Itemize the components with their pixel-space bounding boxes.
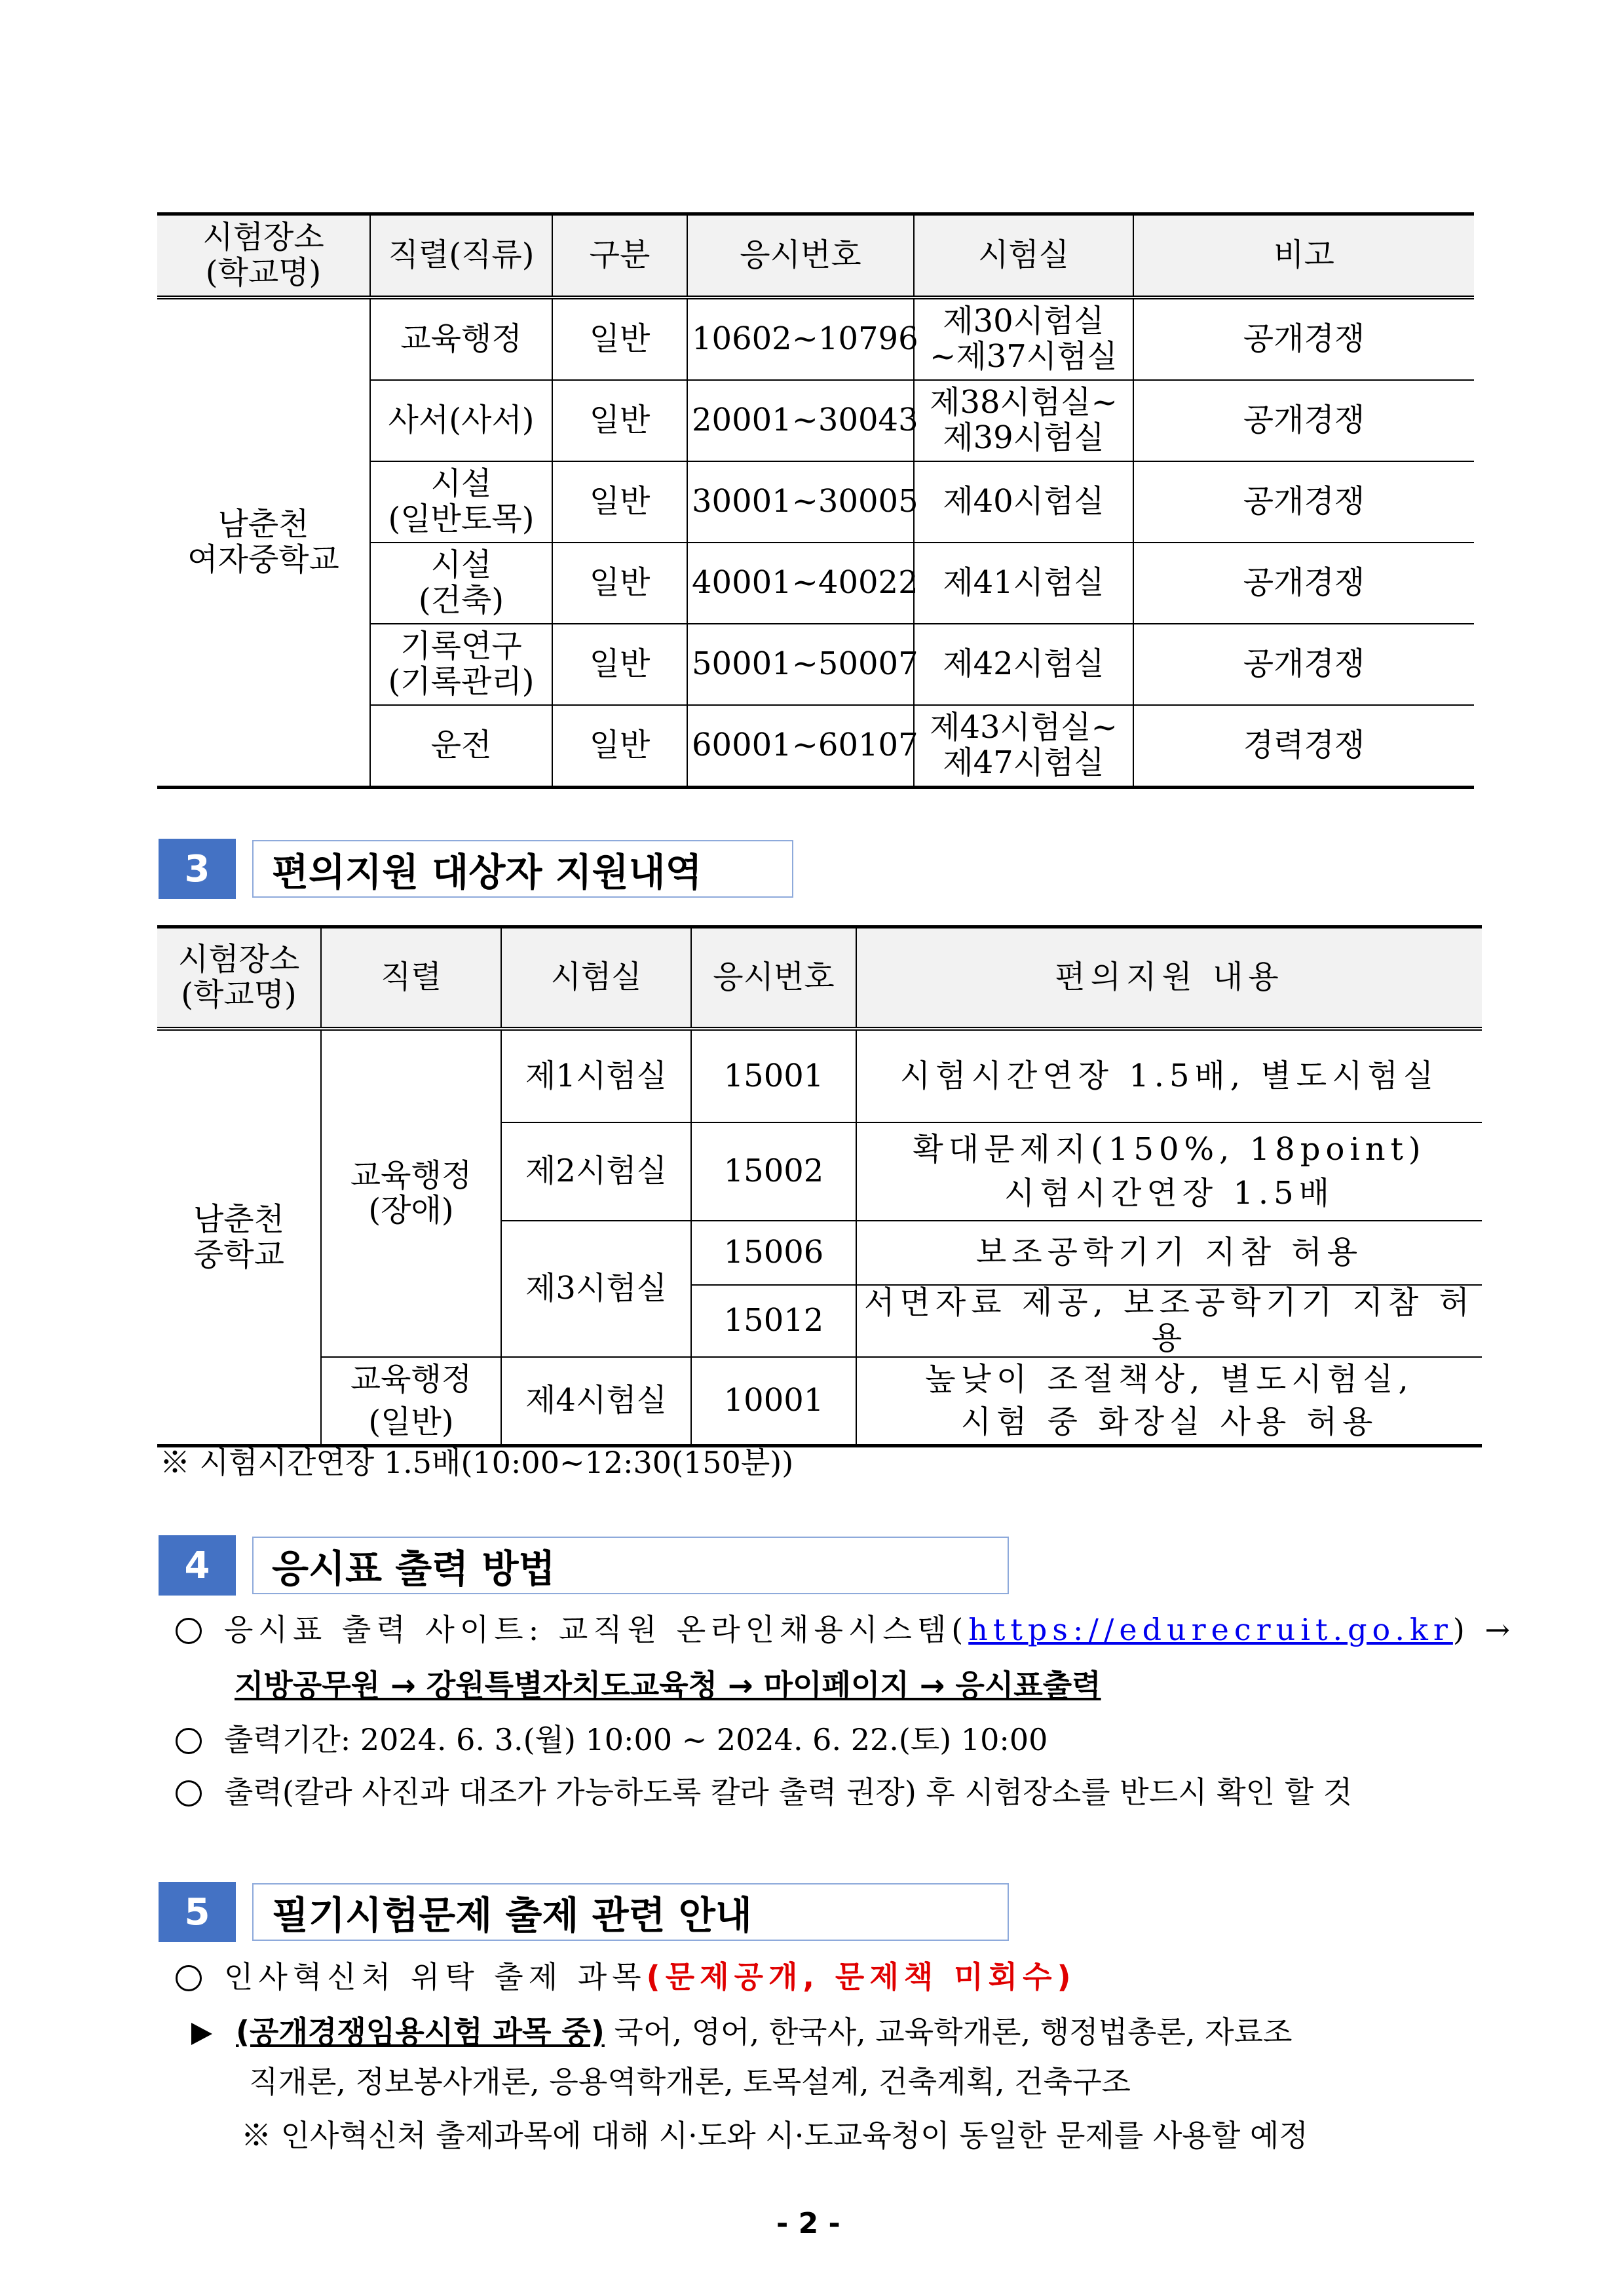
print-notice: 출력(칼라 사진과 대조가 가능하도록 칼라 출력 권장) 후 시험장소를 반드시 확인 할 것	[224, 1774, 1353, 1810]
section-3-number: 3	[159, 839, 236, 899]
subject-line	[176, 1959, 1076, 1995]
print-period-line	[176, 1722, 1048, 1758]
print-site-prefix: 응시표 출력 사이트: 교직원 온라인채용시스템(	[224, 1612, 969, 1647]
table-header-row	[157, 214, 1474, 298]
header-job: 직렬	[321, 927, 501, 1029]
support-cell: 확대문제지(150%, 18point) 시험시간연장 1.5배	[856, 1122, 1482, 1221]
number-cell: 30001~30005	[687, 461, 914, 543]
print-site-suffix: ) →	[1452, 1612, 1516, 1647]
circle-bullet-icon	[176, 1780, 202, 1807]
header-support: 편의지원 내용	[856, 927, 1482, 1029]
page-number: - 2 -	[776, 2207, 840, 2240]
room-cell: 제43시험실~ 제47시험실	[914, 705, 1133, 788]
header-room: 시험실	[501, 927, 691, 1029]
type-cell: 일반	[552, 624, 687, 705]
exam-location-table	[157, 212, 1474, 789]
room-cell: 제2시험실	[501, 1122, 691, 1221]
section-5-title: 필기시험문제 출제 관련 안내	[252, 1883, 1009, 1941]
header-number: 응시번호	[691, 927, 856, 1029]
room-cell: 제41시험실	[914, 543, 1133, 624]
number-cell: 15001	[691, 1029, 856, 1122]
room-cell: 제38시험실~ 제39시험실	[914, 380, 1133, 461]
room-cell: 제1시험실	[501, 1029, 691, 1122]
header-note: 비고	[1133, 214, 1474, 298]
job-cell: 교육행정 (장애)	[321, 1029, 501, 1357]
number-cell: 60001~60107	[687, 705, 914, 788]
number-cell: 15006	[691, 1221, 856, 1285]
support-cell: 높낮이 조절책상, 별도시험실, 시험 중 화장실 사용 허용	[856, 1357, 1482, 1446]
section-4-title: 응시표 출력 방법	[252, 1537, 1009, 1594]
room-cell: 제30시험실 ~제37시험실	[914, 297, 1133, 380]
subject-red-note: (문제공개, 문제책 미회수)	[646, 1959, 1076, 1995]
subject-list-bold: (공개경쟁임용시험 과목 중)	[236, 2014, 605, 2050]
support-cell: 시험시간연장 1.5배, 별도시험실	[856, 1029, 1482, 1122]
section-5-number: 5	[159, 1882, 236, 1942]
job-cell: 운전	[370, 705, 552, 788]
support-cell: 보조공학기기 지참 허용	[856, 1221, 1482, 1285]
header-job: 직렬(직류)	[370, 214, 552, 298]
job-cell: 교육행정 (일반)	[321, 1357, 501, 1446]
section-4-number: 4	[159, 1535, 236, 1596]
job-cell: 사서(사서)	[370, 380, 552, 461]
subject-list-rest: 국어, 영어, 한국사, 교육학개론, 행정법총론, 자료조	[604, 2014, 1293, 2050]
room-cell: 제3시험실	[501, 1221, 691, 1357]
note-cell: 경력경쟁	[1133, 705, 1474, 788]
job-cell: 시설 (건축)	[370, 543, 552, 624]
note-cell: 공개경쟁	[1133, 380, 1474, 461]
print-site-line	[176, 1612, 1515, 1648]
number-cell: 15002	[691, 1122, 856, 1221]
type-cell: 일반	[552, 461, 687, 543]
subject-note: ※ 인사혁신처 출제과목에 대해 시·도와 시·도교육청이 동일한 문제를 사용할 예정	[241, 2118, 1308, 2153]
header-location: 시험장소 (학교명)	[157, 214, 370, 298]
table-footnote: ※ 시험시간연장 1.5배(10:00~12:30(150분))	[160, 1445, 794, 1480]
table-row	[157, 297, 1474, 380]
location-cell: 남춘천 여자중학교	[157, 297, 370, 788]
print-notice-line	[176, 1774, 1352, 1810]
number-cell: 10602~10796	[687, 297, 914, 380]
print-period: 출력기간: 2024. 6. 3.(월) 10:00 ~ 2024. 6. 22.(토) 10:00	[224, 1722, 1048, 1757]
circle-bullet-icon	[176, 1728, 202, 1754]
triangle-bullet-icon	[191, 2023, 212, 2045]
section-3-title: 편의지원 대상자 지원내역	[252, 840, 793, 898]
support-table	[157, 925, 1482, 1447]
number-cell: 40001~40022	[687, 543, 914, 624]
number-cell: 50001~50007	[687, 624, 914, 705]
type-cell: 일반	[552, 543, 687, 624]
number-cell: 15012	[691, 1285, 856, 1357]
type-cell: 일반	[552, 705, 687, 788]
header-type: 구분	[552, 214, 687, 298]
note-cell: 공개경쟁	[1133, 624, 1474, 705]
header-location: 시험장소 (학교명)	[157, 927, 321, 1029]
circle-bullet-icon	[176, 1618, 202, 1644]
table-row	[157, 1029, 1482, 1122]
subject-list-line	[191, 2014, 1292, 2050]
support-cell: 서면자료 제공, 보조공학기기 지참 허용	[856, 1285, 1482, 1357]
room-cell: 제40시험실	[914, 461, 1133, 543]
job-cell: 시설 (일반토목)	[370, 461, 552, 543]
type-cell: 일반	[552, 297, 687, 380]
number-cell: 10001	[691, 1357, 856, 1446]
subject-list-cont: 직개론, 정보봉사개론, 응용역학개론, 토목설계, 건축계획, 건축구조	[249, 2064, 1131, 2099]
note-cell: 공개경쟁	[1133, 543, 1474, 624]
note-cell: 공개경쟁	[1133, 297, 1474, 380]
job-cell: 교육행정	[370, 297, 552, 380]
room-cell: 제42시험실	[914, 624, 1133, 705]
note-cell: 공개경쟁	[1133, 461, 1474, 543]
header-number: 응시번호	[687, 214, 914, 298]
header-room: 시험실	[914, 214, 1133, 298]
type-cell: 일반	[552, 380, 687, 461]
circle-bullet-icon	[176, 1965, 202, 1991]
edurecruit-link[interactable]: https://edurecruit.go.kr	[968, 1612, 1453, 1647]
table-header-row	[157, 927, 1482, 1029]
print-path: 지방공무원 → 강원특별자치도교육청 → 마이페이지 → 응시표출력	[235, 1668, 1101, 1703]
table-row	[157, 1357, 1482, 1446]
job-cell: 기록연구 (기록관리)	[370, 624, 552, 705]
location-cell: 남춘천 중학교	[157, 1029, 321, 1446]
subject-prefix: 인사혁신처 위탁 출제 과목	[224, 1959, 647, 1995]
number-cell: 20001~30043	[687, 380, 914, 461]
room-cell: 제4시험실	[501, 1357, 691, 1446]
